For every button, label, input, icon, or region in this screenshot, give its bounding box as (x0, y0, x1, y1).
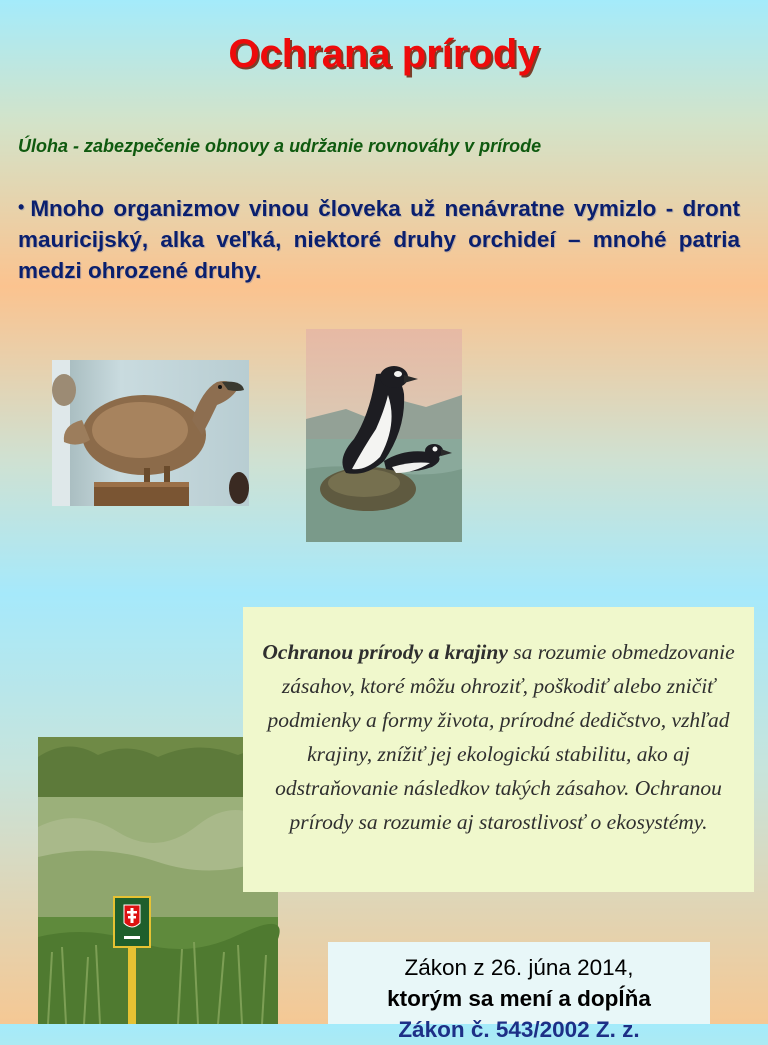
bullet-symbol: • (18, 197, 25, 217)
definition-text: sa rozumie obmedzovanie zásahov, ktoré môžu ohroziť, poškodiť alebo zničiť podmienky a formy života, prírodné dedičstvo, vzhľad krajiny, znížiť jej ekologickú stabilitu, ako aj odstraňovanie následkov takých zásahov. Ochranou prírody sa rozumie aj starostlivosť o ekosystémy. (267, 640, 735, 834)
definition-term: Ochranou prírody a krajiny (262, 640, 508, 664)
bullet-text: Mnoho organizmov vinou človeka už nenávratne vymizlo - dront mauricijský, alka veľká, niektoré druhy orchideí – mnohé patria medzi ohrozené druhy. (18, 196, 740, 283)
law-box (328, 942, 710, 1042)
slide-title: Ochrana prírody (228, 32, 540, 76)
definition-box (243, 607, 754, 892)
law-change-line: ktorým sa mení a dopĺňa (387, 986, 651, 1011)
law-number-line: Zákon č. 543/2002 Z. z. (398, 1017, 640, 1042)
bullet-paragraph (18, 192, 740, 286)
law-date-line: Zákon z 26. júna 2014, (404, 955, 634, 980)
slide-subtitle: Úloha - zabezpečenie obnovy a udržanie rovnováhy v prírode (18, 136, 542, 156)
dodo-photo (52, 360, 249, 506)
great-auk-illustration (306, 329, 462, 542)
nature-reserve-photo (38, 737, 278, 1024)
